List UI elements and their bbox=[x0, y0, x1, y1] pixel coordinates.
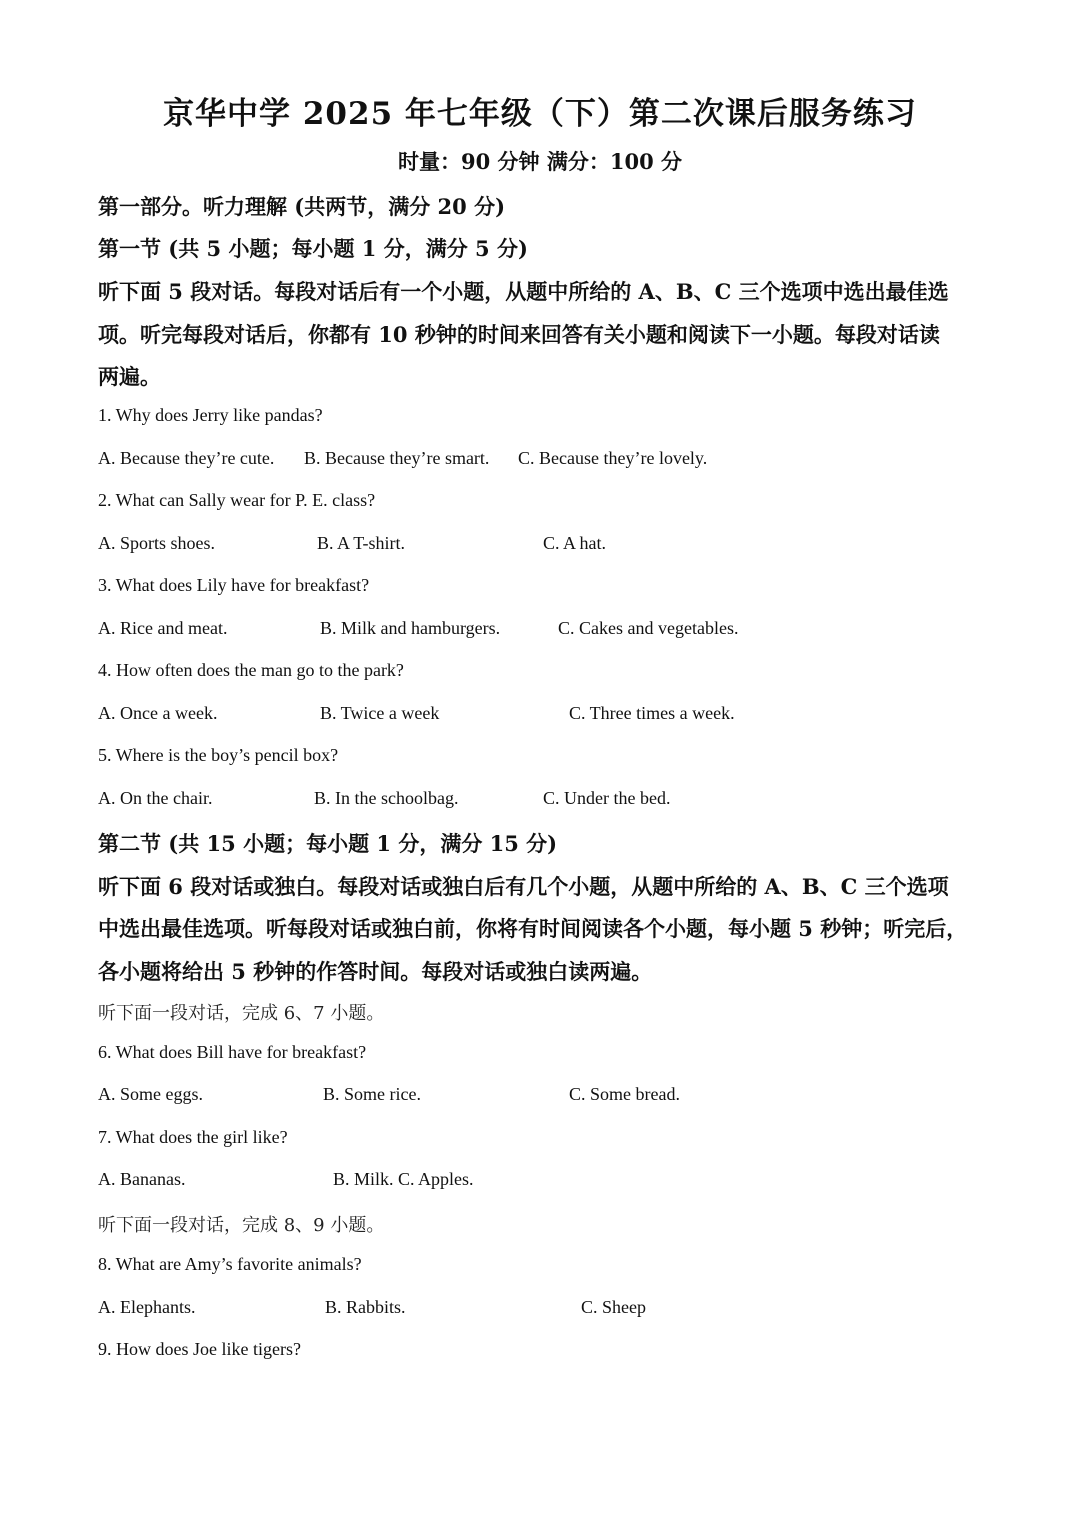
question-2: 2. What can Sally wear for P. E. class? bbox=[98, 490, 376, 510]
question-8: 8. What are Amy’s favorite animals? bbox=[98, 1254, 362, 1274]
q5-option-b: B. In the schoolbag. bbox=[314, 788, 459, 808]
q8-option-b: B. Rabbits. bbox=[325, 1297, 406, 1317]
q7-option-b-c: B. Milk. C. Apples. bbox=[333, 1169, 474, 1189]
q7-option-a: A. Bananas. bbox=[98, 1169, 186, 1189]
q1-option-a: A. Because they’re cute. bbox=[98, 448, 275, 468]
note-questions-6-7: 听下面一段对话，完成 6、7 小题。 bbox=[98, 1003, 385, 1024]
q2-option-b: B. A T-shirt. bbox=[317, 533, 406, 553]
q3-option-b: B. Milk and hamburgers. bbox=[320, 618, 501, 638]
section1-instruction-line-1: 听下面 5 段对话。每段对话后有一个小题，从题中所给的 A、B、C 三个选项中选出最佳选 bbox=[98, 279, 949, 304]
section1-instruction-line-3: 两遍。 bbox=[98, 364, 161, 389]
section2-instruction-line-3: 各小题将给出 5 秒钟的作答时间。每段对话或独白读两遍。 bbox=[98, 959, 653, 984]
part1-heading: 第一部分。听力理解 (共两节，满分 20 分) bbox=[98, 194, 506, 219]
q2-option-a: A. Sports shoes. bbox=[98, 533, 216, 553]
q5-option-c: C. Under the bed. bbox=[543, 788, 671, 808]
question-4: 4. How often does the man go to the park? bbox=[98, 660, 404, 680]
question-7: 7. What does the girl like? bbox=[98, 1127, 288, 1147]
section2-heading: 第二节 (共 15 小题；每小题 1 分，满分 15 分) bbox=[98, 831, 558, 856]
page-title: 京华中学 2025 年七年级（下）第二次课后服务练习 bbox=[163, 96, 917, 132]
question-6: 6. What does Bill have for breakfast? bbox=[98, 1042, 367, 1062]
q6-option-a: A. Some eggs. bbox=[98, 1084, 203, 1104]
q5-option-a: A. On the chair. bbox=[98, 788, 213, 808]
q3-option-c: C. Cakes and vegetables. bbox=[558, 618, 739, 638]
q1-option-c: C. Because they’re lovely. bbox=[518, 448, 708, 468]
q2-option-c: C. A hat. bbox=[543, 533, 607, 553]
q4-option-b: B. Twice a week bbox=[320, 703, 440, 723]
q1-option-b: B. Because they’re smart. bbox=[304, 448, 490, 468]
exam-time-score: 时量：90 分钟 满分：100 分 bbox=[398, 149, 682, 174]
q8-option-c: C. Sheep bbox=[581, 1297, 646, 1317]
question-5: 5. Where is the boy’s pencil box? bbox=[98, 745, 339, 765]
section2-instruction-line-2: 中选出最佳选项。听每段对话或独白前，你将有时间阅读各个小题，每小题 5 秒钟；听完后， bbox=[98, 916, 968, 941]
q8-option-a: A. Elephants. bbox=[98, 1297, 196, 1317]
section2-instruction-line-1: 听下面 6 段对话或独白。每段对话或独白后有几个小题，从题中所给的 A、B、C 三个选项 bbox=[98, 874, 949, 899]
question-1: 1. Why does Jerry like pandas? bbox=[98, 405, 323, 425]
note-questions-8-9: 听下面一段对话，完成 8、9 小题。 bbox=[98, 1215, 385, 1236]
section1-instruction-line-2: 项。听完每段对话后，你都有 10 秒钟的时间来回答有关小题和阅读下一小题。每段对话读 bbox=[98, 322, 940, 347]
q4-option-a: A. Once a week. bbox=[98, 703, 218, 723]
q4-option-c: C. Three times a week. bbox=[569, 703, 735, 723]
q6-option-b: B. Some rice. bbox=[323, 1084, 421, 1104]
q3-option-a: A. Rice and meat. bbox=[98, 618, 228, 638]
question-3: 3. What does Lily have for breakfast? bbox=[98, 575, 370, 595]
section1-heading: 第一节 (共 5 小题；每小题 1 分，满分 5 分) bbox=[98, 236, 528, 261]
question-9: 9. How does Joe like tigers? bbox=[98, 1339, 301, 1359]
q6-option-c: C. Some bread. bbox=[569, 1084, 680, 1104]
